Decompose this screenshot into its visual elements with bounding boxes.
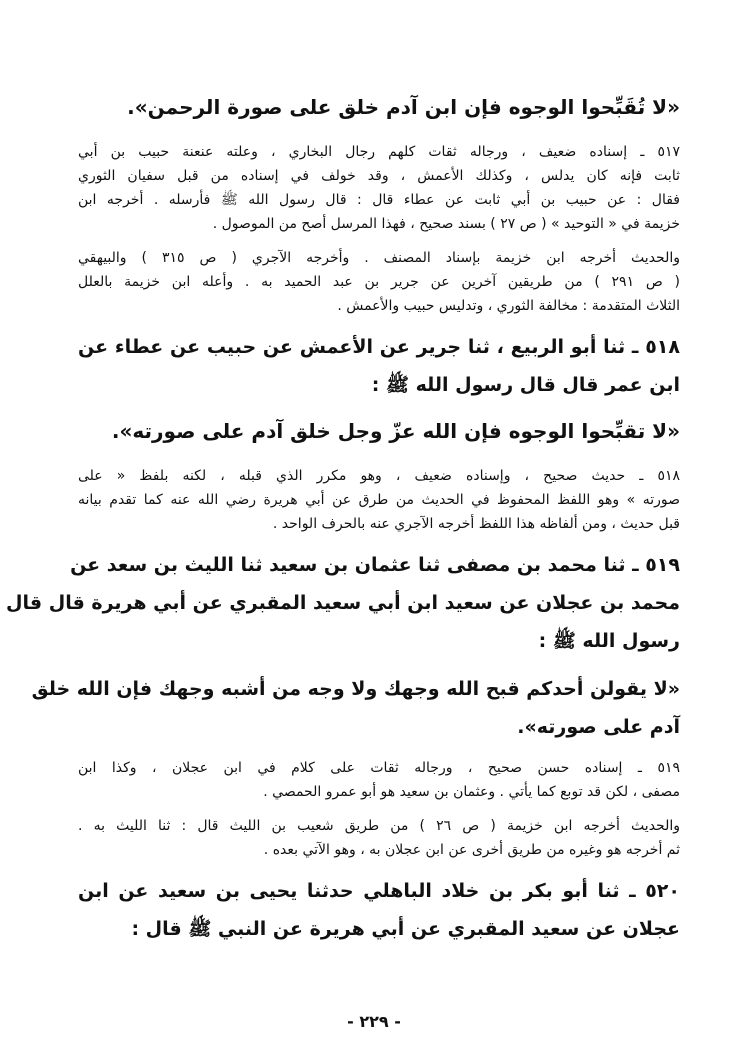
text-line: والحديث أخرجه ابن خزيمة ( ص ٢٦ ) من طريق شعيب بن الليث قال : ثنا الليث به . — [78, 818, 680, 834]
hadith-paragraph — [31, 670, 680, 746]
page-body — [6, 90, 680, 948]
text-line: «لا يقولن أحدكم قبح الله وجهك ولا وجه من أشبه وجهك فإن الله خلق — [31, 678, 680, 700]
text-line: ٥١٩ ـ ثنا محمد بن مصفى ثنا عثمان بن سعيد ثنا الليث بن سعد عن — [70, 554, 680, 576]
text-line: صورته » وهو اللفظ المحفوظ في الحديث من طرق عن أبي هريرة رضي الله عنه كما تقدم بيانه — [78, 492, 680, 508]
footnote-paragraph — [78, 756, 680, 804]
text-line: رسول الله ﷺ : — [538, 630, 680, 652]
text-line: ٥١٧ ـ إسناده ضعيف ، ورجاله ثقات كلهم رجال البخاري ، وعلته عنعنة حبيب بن أبي — [78, 144, 680, 160]
text-line: قبل حديث ، ومن ألفاظه هذا اللفظ أخرجه الآجري عنه بالحرف الواحد . — [272, 516, 680, 532]
text-line: ٥١٩ ـ إسناده حسن صحيح ، ورجاله ثقات على كلام في ابن عجلان ، وكذا ابن — [78, 760, 680, 776]
text-line: خزيمة في « التوحيد » ( ص ٢٧ ) بسند صحيح ، فهذا المرسل أصح من الموصول . — [212, 216, 680, 232]
hadith-paragraph — [78, 872, 680, 948]
footnote-paragraph — [78, 246, 680, 318]
text-line: آدم على صورته». — [517, 716, 680, 738]
text-line: والحديث أخرجه ابن خزيمة بإسناد المصنف . وأخرجه الآجري ( ص ٣١٥ ) والبيهقي — [78, 250, 680, 266]
hadith-text — [78, 90, 680, 124]
text-line: ٥١٨ ـ ثنا أبو الربيع ، ثنا جرير عن الأعمش عن حبيب عن عطاء عن — [78, 336, 680, 358]
text-line: «لا تقبِّحوا الوجوه فإن الله عزّ وجل خلق آدم على صورته». — [111, 419, 680, 443]
footnote-paragraph — [78, 140, 680, 236]
text-line: «لا تُقَبِّحوا الوجوه فإن ابن آدم خلق على صورة الرحمن». — [127, 95, 680, 119]
hadith-paragraph — [6, 546, 680, 660]
hadith-paragraph — [78, 328, 680, 404]
text-line: ( ص ٢٩١ ) من طريقين آخرين عن جرير بن عبد الحميد به . وأعله ابن خزيمة بالعلل — [78, 274, 680, 290]
text-line: فقال : عن حبيب بن أبي ثابت عن عطاء قال : قال رسول الله ﷺ فأرسله . أخرجه ابن — [78, 192, 680, 208]
page-number: - ٢٢٩ - — [347, 1012, 401, 1031]
text-line: ٥١٨ ـ حديث صحيح ، وإسناده ضعيف ، وهو مكرر الذي قبله ، لكنه بلفظ « على — [78, 468, 680, 484]
footnote-paragraph — [78, 464, 680, 536]
text-line: مصفى ، لكن قد توبع كما يأتي . وعثمان بن سعيد هو أبو عمرو الحمصي . — [263, 784, 680, 800]
hadith-text — [78, 414, 680, 448]
text-line: ابن عمر قال قال رسول الله ﷺ : — [371, 374, 680, 396]
text-line: ثم أخرجه هو وغيره من طريق أخرى عن ابن عجلان به ، وهو الآتي بعده . — [263, 842, 680, 858]
text-line: ٥٢٠ ـ ثنا أبو بكر بن خلاد الباهلي حدثنا يحيى بن سعيد عن ابن — [78, 880, 680, 902]
text-line: محمد بن عجلان عن سعيد ابن أبي سعيد المقبري عن أبي هريرة قال قال — [6, 592, 680, 614]
text-line: ثابت فإنه كان يدلس ، وكذلك الأعمش ، وقد خولف في إسناده من قبل سفيان الثوري — [78, 168, 680, 184]
footnote-paragraph — [78, 814, 680, 862]
text-line: عجلان عن سعيد المقبري عن أبي هريرة عن النبي ﷺ قال : — [131, 918, 680, 940]
text-line: الثلاث المتقدمة : مخالفة الثوري ، وتدليس حبيب والأعمش . — [337, 298, 680, 314]
